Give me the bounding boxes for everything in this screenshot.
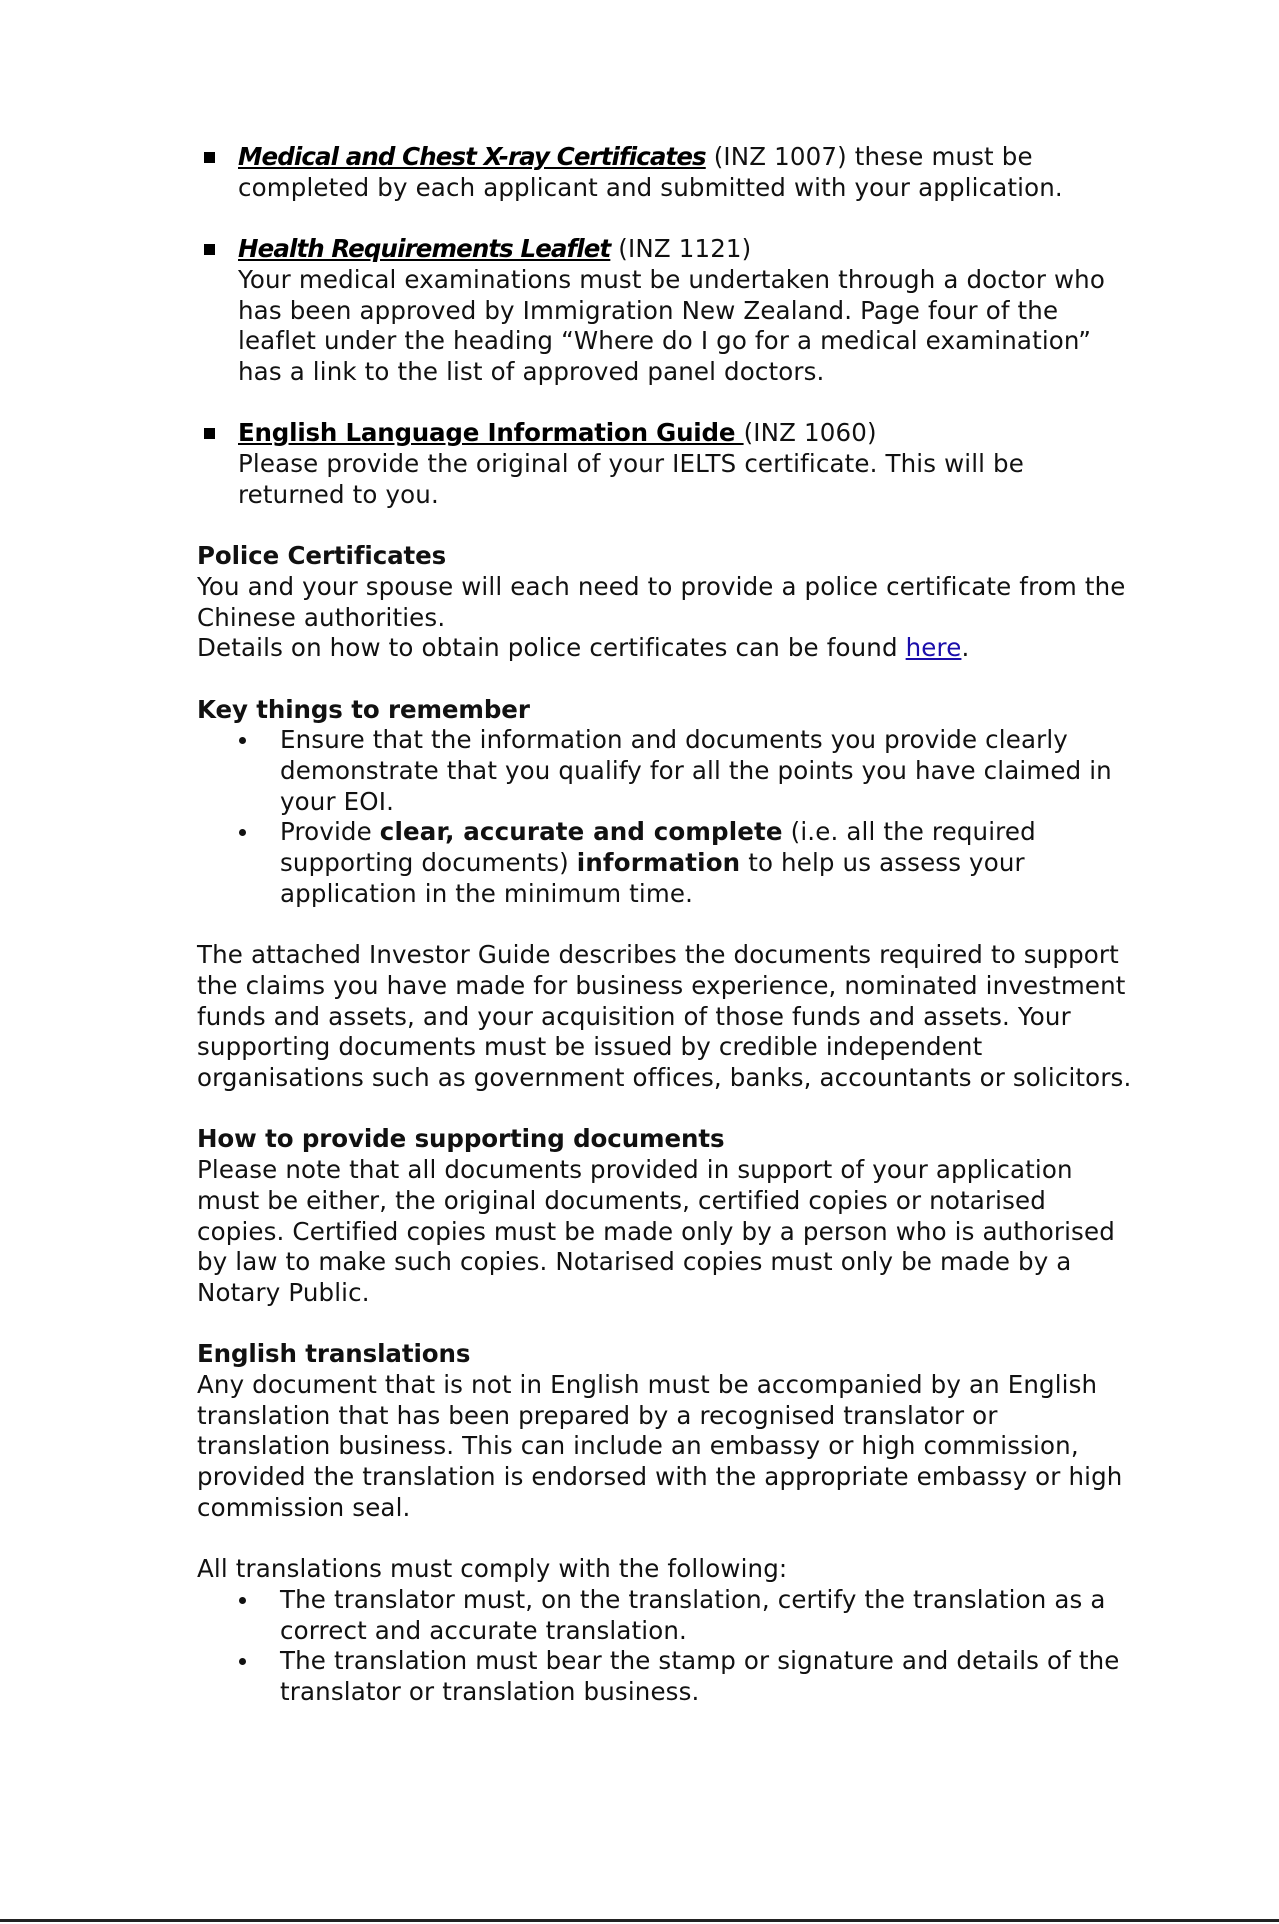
list-item [280,1585,1162,1646]
text-line: has been approved by Immigration New Zealand. Page four of the [238,295,1059,325]
round-bullet-icon [239,829,246,836]
round-bullet-icon [239,1597,246,1604]
text-line: correct and accurate translation. [280,1615,687,1645]
police-certificates-here-link[interactable]: here [905,633,962,663]
list-item [197,234,1162,388]
text-fragment: . [961,633,970,663]
text-line: Please provide the original of your IELTS certificate. This will be [238,449,1024,478]
text-line: completed by each applicant and submitted with your application. [238,172,1063,202]
page-bottom-rule [0,1919,1279,1922]
medical-certificates-link[interactable]: Medical and Chest X-ray Certificates [238,142,706,171]
text-line [280,817,1162,848]
section-heading: Police Certificates [197,541,447,571]
text-line: translation that has been prepared by a recognised translator or [197,1400,998,1430]
text-line: has a link to the list of approved panel doctors. [238,356,825,386]
square-bullet-icon [204,244,215,255]
text-line: by law to make such copies. Notarised copies must only be made by a [197,1247,1072,1277]
section-heading: How to provide supporting documents [197,1124,725,1154]
section-heading: English translations [197,1339,471,1369]
list-item [197,418,1162,510]
list-item [197,142,1162,203]
text-line: commission seal. [197,1492,411,1522]
section-heading: Key things to remember [197,694,530,724]
police-certificates-section [197,541,1162,664]
text-line: Your medical examinations must be undertaken through a doctor who [238,264,1105,294]
list-item [280,725,1162,817]
form-code: (INZ 1121) [610,234,752,264]
text-line: translator or translation business. [280,1677,700,1707]
required-forms-list [197,142,1162,510]
text-fragment: Details on how to obtain police certificates can be found [197,633,906,663]
text-line: The attached Investor Guide describes the documents required to support [197,940,1119,970]
form-code: (INZ 1060) [743,418,877,448]
text-line: must be either, the original documents, certified copies or notarised [197,1185,1046,1215]
bold-text: information [576,848,741,878]
text-line: The translator must, on the translation, certify the translation as a [280,1584,1106,1614]
english-language-guide-link[interactable]: English Language Information Guide [238,418,744,448]
text-line: copies. Certified copies must be made only by a person who is authorised [197,1216,1115,1246]
investor-guide-paragraph [197,940,1162,1094]
text-line: All translations must comply with the following: [197,1554,788,1584]
translation-rules-section [197,1554,1162,1708]
round-bullet-icon [239,737,246,744]
text-line: application in the minimum time. [280,878,694,908]
text-fragment: supporting documents) [280,848,577,878]
document-page [197,142,1162,1738]
text-line [197,633,1162,664]
text-line [280,848,1162,879]
text-fragment: Provide [280,817,380,847]
text-line: organisations such as government offices, banks, accountants or solicitors. [197,1063,1132,1093]
translation-rules-list [197,1585,1162,1708]
text-line: Notary Public. [197,1277,370,1307]
text-line: Please note that all documents provided in support of your application [197,1155,1073,1185]
text-line: The translation must bear the stamp or signature and details of the [280,1646,1120,1676]
text-line: the claims you have made for business experience, nominated investment [197,970,1126,1000]
english-translations-section [197,1339,1162,1523]
health-requirements-link[interactable]: Health Requirements Leaflet [238,234,611,264]
how-to-provide-section [197,1124,1162,1308]
square-bullet-icon [204,428,215,439]
text-line: your EOI. [280,786,395,816]
text-line: translation business. This can include an embassy or high commission, [197,1431,1079,1461]
text-line: demonstrate that you qualify for all the points you have claimed in [280,756,1112,785]
text-line: funds and assets, and your acquisition of those funds and assets. Your [197,1001,1071,1031]
text-line: Any document that is not in English must be accompanied by an English [197,1370,1098,1400]
text-fragment: to help us assess your [740,848,1025,878]
list-item [280,817,1162,909]
text-line: You and your spouse will each need to provide a police certificate from the [197,571,1126,601]
text-line: Chinese authorities. [197,602,446,632]
round-bullet-icon [239,1658,246,1665]
text-line: Ensure that the information and documents you provide clearly [280,725,1068,755]
key-things-list [197,725,1162,909]
square-bullet-icon [204,152,215,163]
form-code: (INZ 1007) these must be [705,142,1033,171]
text-fragment: (i.e. all the required [782,817,1036,847]
text-line: returned to you. [238,479,439,509]
key-things-section [197,695,1162,910]
bold-text: clear, accurate and complete [379,817,783,847]
text-line: supporting documents must be issued by credible independent [197,1032,983,1062]
text-line: provided the translation is endorsed with the appropriate embassy or high [197,1462,1123,1492]
list-item [280,1646,1162,1707]
text-line: leaflet under the heading “Where do I go for a medical examination” [238,326,1092,356]
